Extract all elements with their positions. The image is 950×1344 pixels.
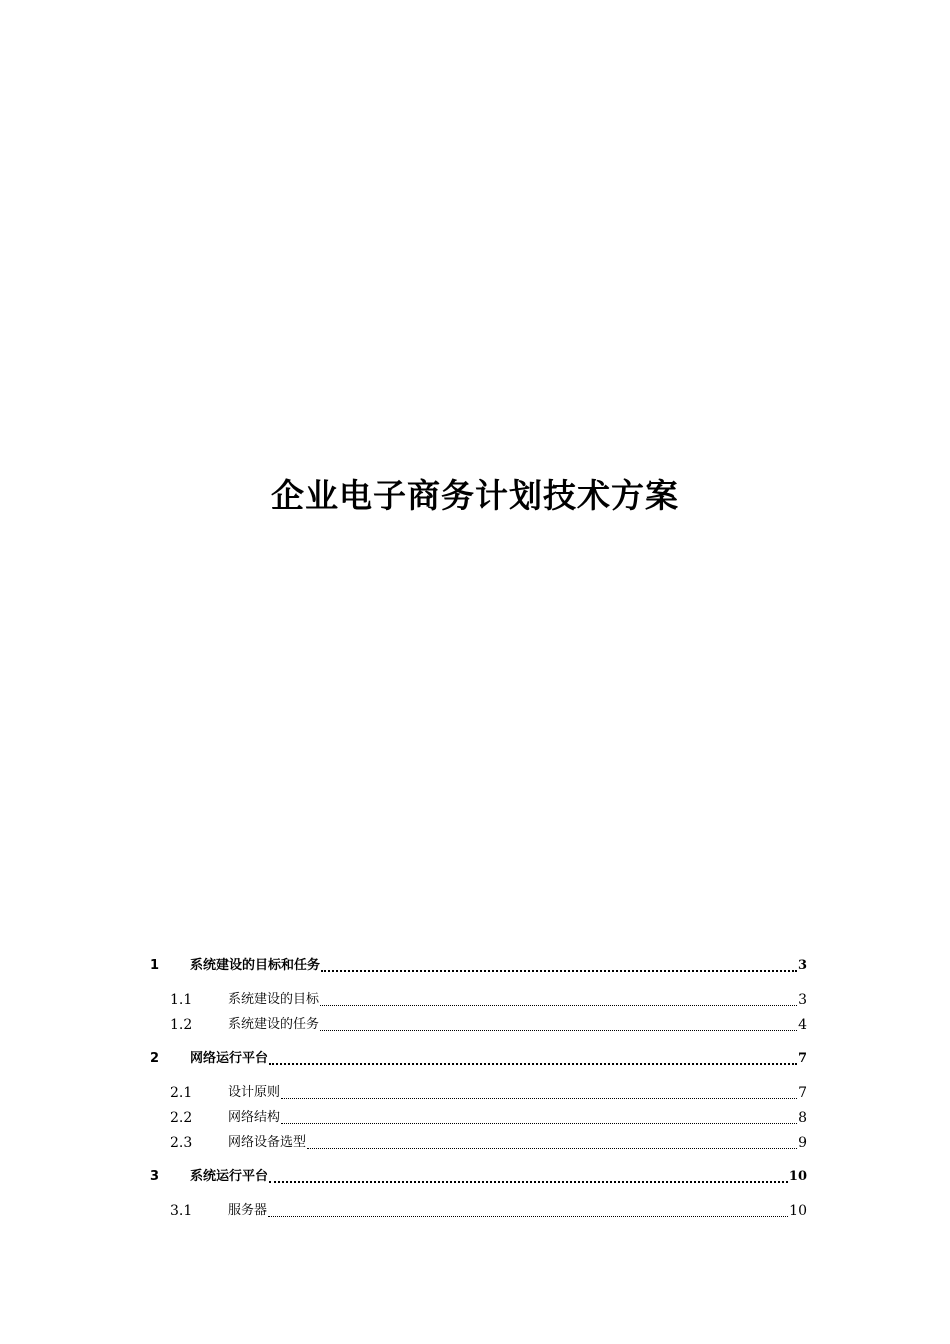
toc-entry-2-1[interactable] — [150, 1081, 807, 1103]
toc-number: 2.3 — [170, 1135, 193, 1151]
toc-title: 系统建设的目标和任务 — [190, 958, 321, 973]
toc-page-number: 8 — [798, 1110, 807, 1126]
toc-page-number: 7 — [797, 1051, 807, 1066]
toc-number: 2.1 — [170, 1085, 193, 1101]
toc-entry-3-1[interactable] — [150, 1199, 807, 1221]
toc-page-number: 10 — [788, 1169, 807, 1184]
document-title: 企业电子商务计划技术方案 — [271, 476, 679, 515]
toc-page-number: 4 — [798, 1017, 807, 1033]
toc-page-number: 3 — [797, 958, 807, 973]
toc-number: 2.2 — [170, 1110, 193, 1126]
toc-dot-leader — [268, 1214, 788, 1217]
toc-number: 2 — [150, 1051, 160, 1066]
toc-entry-1[interactable] — [150, 954, 807, 976]
toc-number: 1.2 — [170, 1017, 193, 1033]
toc-title: 服务器 — [228, 1203, 268, 1218]
toc-title: 网络运行平台 — [190, 1051, 269, 1066]
table-of-contents — [150, 954, 807, 1221]
toc-dot-leader — [307, 1146, 797, 1149]
toc-title: 设计原则 — [228, 1085, 281, 1100]
toc-page-number: 7 — [798, 1085, 807, 1101]
toc-title: 网络结构 — [228, 1110, 281, 1125]
toc-entry-2-3[interactable] — [150, 1131, 807, 1153]
toc-title: 网络设备选型 — [228, 1135, 307, 1150]
toc-page-number: 9 — [798, 1135, 807, 1151]
toc-number: 1.1 — [170, 992, 193, 1008]
toc-dot-leader — [269, 1061, 797, 1065]
toc-dot-leader — [281, 1096, 797, 1099]
toc-dot-leader — [320, 1003, 797, 1006]
toc-dot-leader — [321, 968, 797, 972]
toc-number: 3 — [150, 1169, 160, 1184]
toc-entry-3[interactable] — [150, 1165, 807, 1187]
toc-entry-2[interactable] — [150, 1047, 807, 1069]
toc-number: 3.1 — [170, 1203, 193, 1219]
toc-entry-1-1[interactable] — [150, 988, 807, 1010]
toc-entry-2-2[interactable] — [150, 1106, 807, 1128]
toc-title: 系统建设的目标 — [228, 992, 320, 1007]
toc-dot-leader — [320, 1028, 797, 1031]
toc-number: 1 — [150, 958, 160, 973]
toc-dot-leader — [269, 1179, 788, 1183]
toc-title: 系统建设的任务 — [228, 1017, 320, 1032]
toc-dot-leader — [281, 1121, 797, 1124]
toc-page-number: 3 — [798, 992, 807, 1008]
toc-entry-1-2[interactable] — [150, 1013, 807, 1035]
toc-title: 系统运行平台 — [190, 1169, 269, 1184]
toc-page-number: 10 — [789, 1203, 807, 1219]
